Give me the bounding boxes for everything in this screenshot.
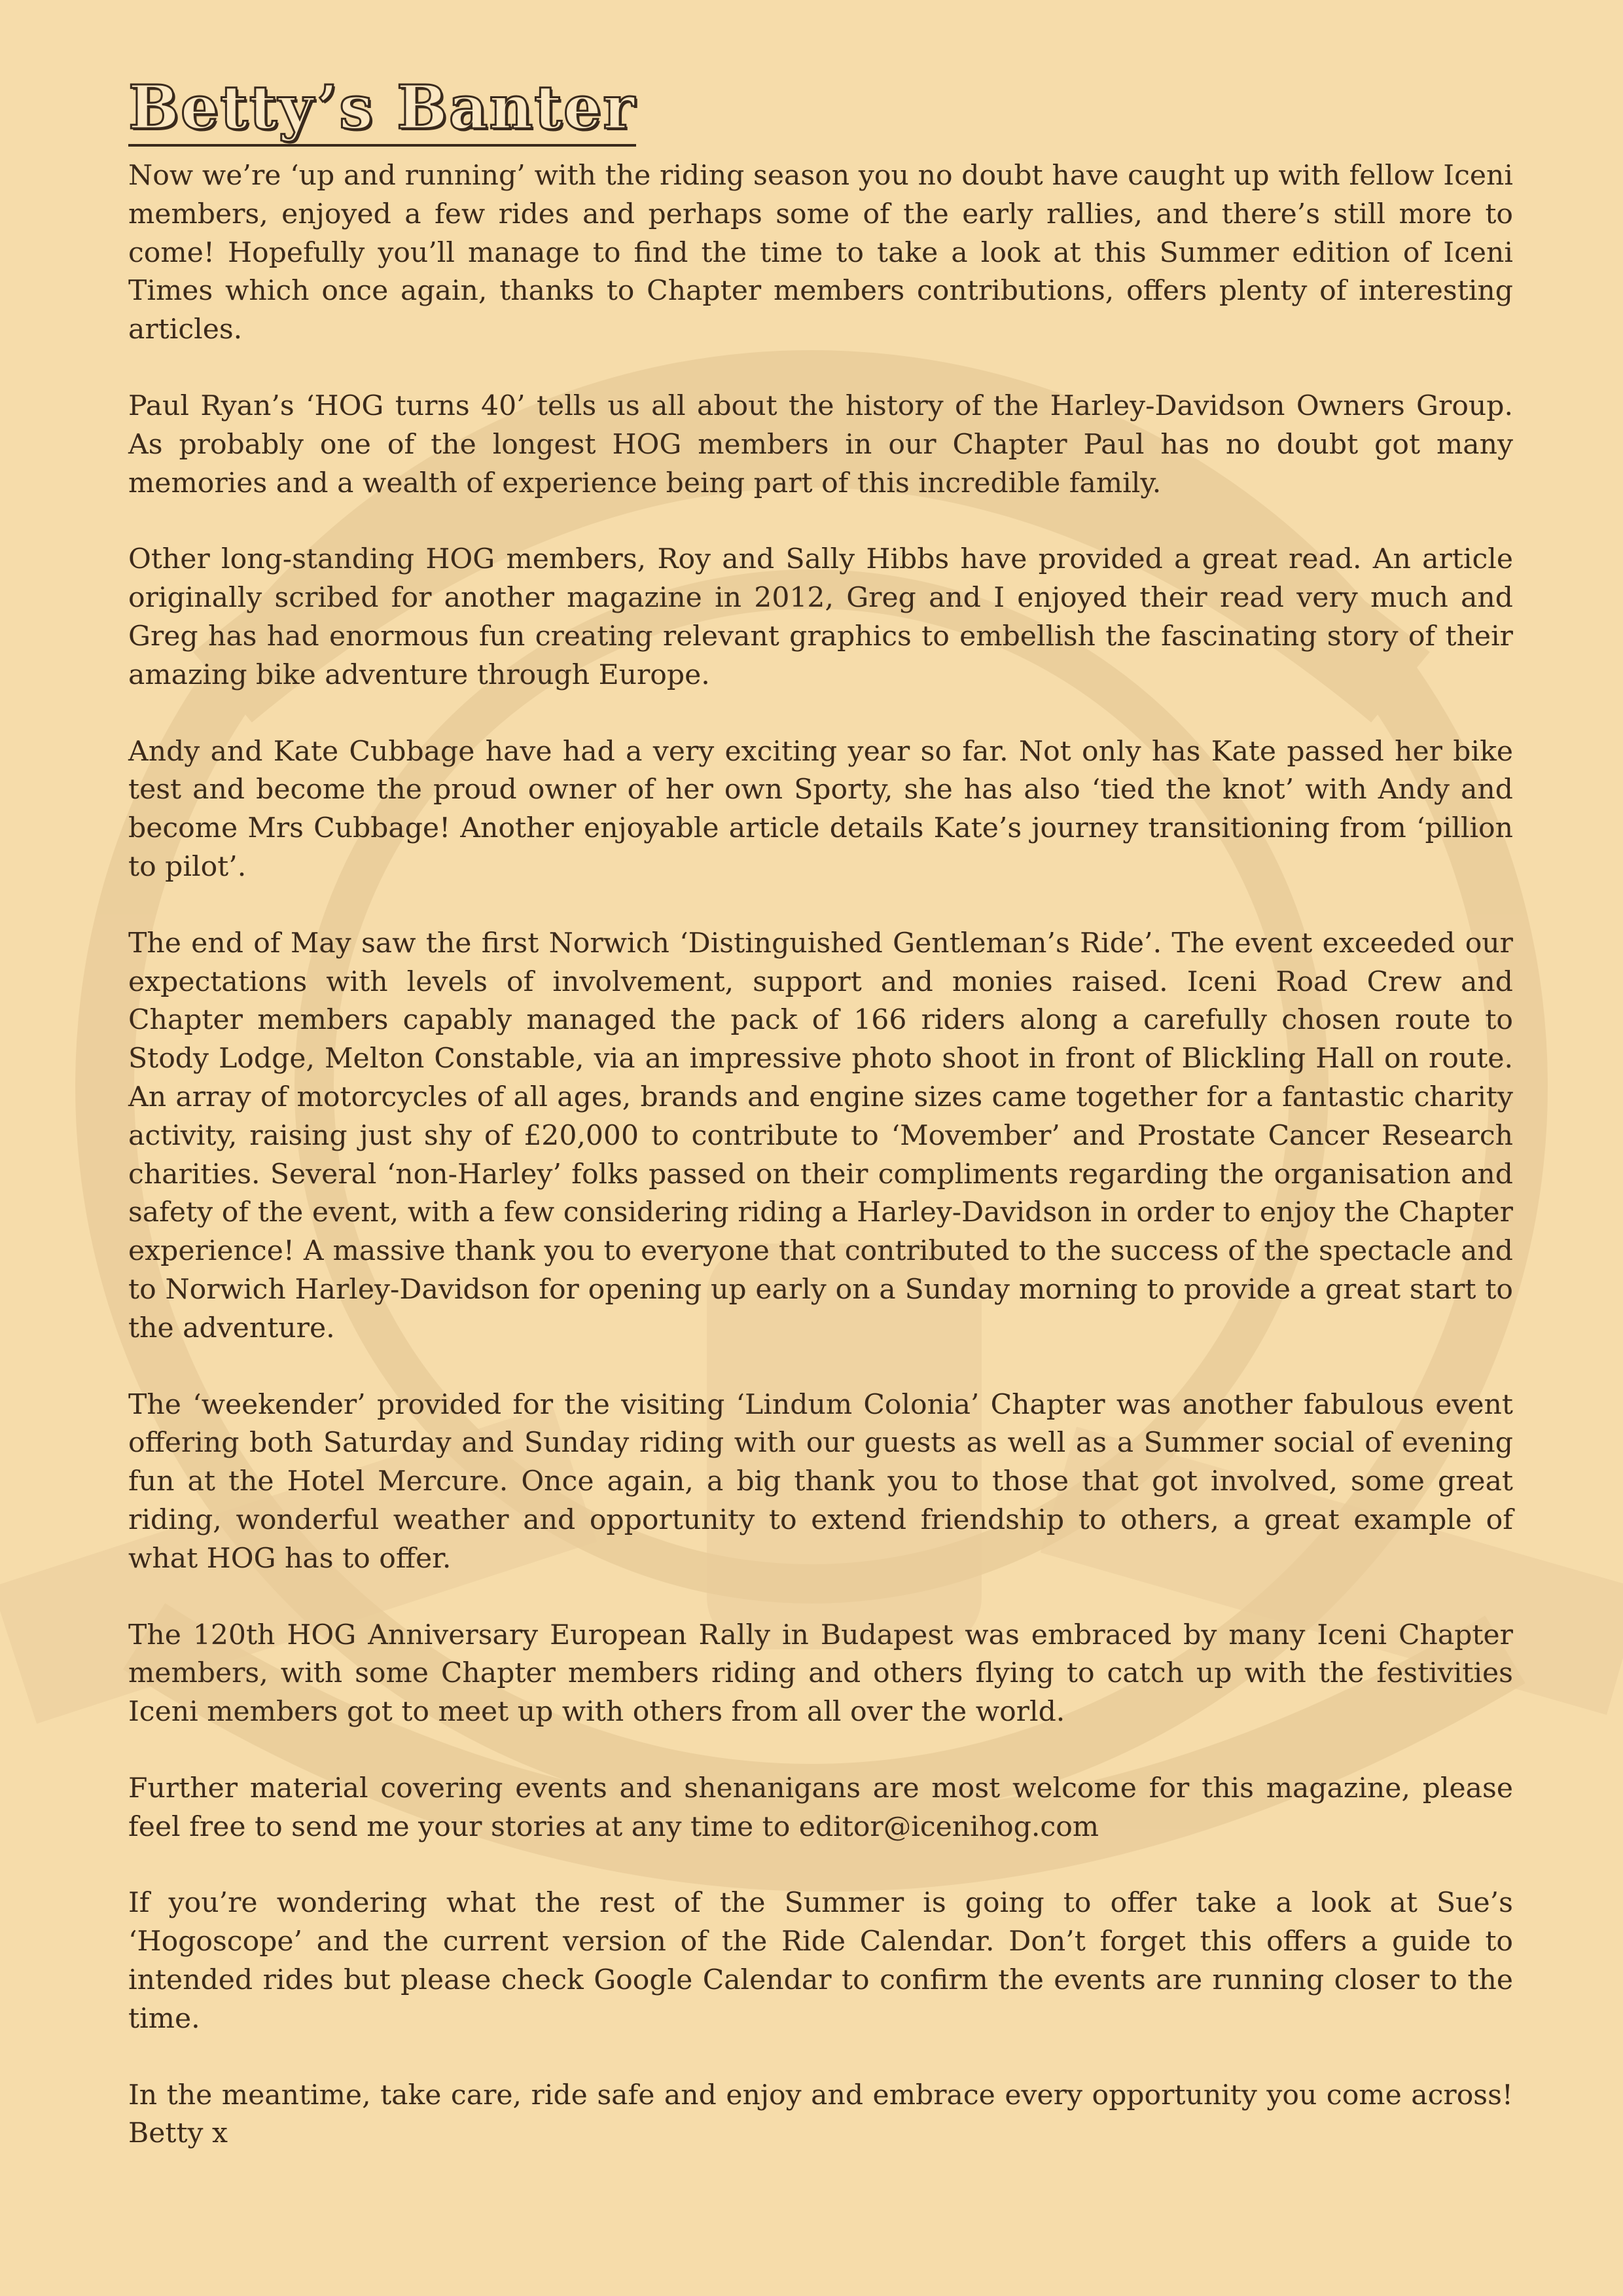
article-paragraph: In the meantime, take care, ride safe and enjoy and embrace every opportunity you come across! Betty x (128, 2079, 1513, 2150)
article-paragraph: Now we’re ‘up and running’ with the riding season you no doubt have caught up with fellow Iceni members, enjoyed a few rides and perhaps some of the early rallies, and there’s still more to come! Hopefully you’ll manage to find the time to take a look at this Summer edition of Iceni Times which once again, thanks to Chapter members contributions, offers plenty of interesting articles. (128, 160, 1513, 346)
article-paragraph: The ‘weekender’ provided for the visiting ‘Lindum Colonia’ Chapter was another fabulous event offering both Saturday and Sunday riding with our guests as well as a Summer social of evening fun at the Hotel Mercure. Once again, a big thank you to those that got involved, some great riding, wonderful weather and opportunity to extend friendship to others, a great example of what HOG has to offer. (128, 1388, 1513, 1575)
article-paragraph: Other long-standing HOG members, Roy and Sally Hibbs have provided a great read. An article originally scribed for another magazine in 2012, Greg and I enjoyed their read very much and Greg has had enormous fun creating relevant graphics to embellish the fascinating story of their amazing bike adventure through Europe. (128, 543, 1513, 691)
article-paragraph: Andy and Kate Cubbage have had a very exciting year so far. Not only has Kate passed her bike test and become the proud owner of her own Sporty, she has also ‘tied the knot’ with Andy and become Mrs Cubbage! Another enjoyable article details Kate’s journey transitioning from ‘pillion to pilot’. (128, 735, 1513, 883)
article (128, 72, 1513, 2191)
article-title: Betty’s Banter (128, 77, 636, 147)
article-paragraph: If you’re wondering what the rest of the Summer is going to offer take a look at Sue’s ‘Hogoscope’ and the current version of the Ride Calendar. Don’t forget this offers a guide to intended rides but please check Google Calendar to confirm the events are running closer to the time. (128, 1887, 1513, 2035)
article-paragraph: Further material covering events and shenanigans are most welcome for this magazine, please feel free to send me your stories at any time to editor@icenihog.com (128, 1772, 1513, 1843)
article-paragraph: The 120th HOG Anniversary European Rally in Budapest was embraced by many Iceni Chapter members, with some Chapter members riding and others flying to catch up with the festivities Iceni members got to meet up with others from all over the world. (128, 1619, 1513, 1729)
article-paragraph: The end of May saw the first Norwich ‘Distinguished Gentleman’s Ride’. The event exceeded our expectations with levels of involvement, support and monies raised. Iceni Road Crew and Chapter members capably managed the pack of 166 riders along a carefully chosen route to Stody Lodge, Melton Constable, via an impressive photo shoot in front of Blickling Hall on route. An array of motorcycles of all ages, brands and engine sizes came together for a fantastic charity activity, raising just shy of £20,000 to contribute to ‘Movember’ and Prostate Cancer Research charities. Several ‘non-Harley’ folks passed on their compliments regarding the organisation and safety of the event, with a few considering riding a Harley-Davidson in order to enjoy the Chapter experience! A massive thank you to everyone that contributed to the success of the spectacle and to Norwich Harley-Davidson for opening up early on a Sunday morning to provide a great start to the adventure. (128, 927, 1513, 1344)
article-paragraph: Paul Ryan’s ‘HOG turns 40’ tells us all about the history of the Harley-Davidson Owners Group. As probably one of the longest HOG members in our Chapter Paul has no doubt got many memories and a wealth of experience being part of this incredible family. (128, 389, 1513, 499)
